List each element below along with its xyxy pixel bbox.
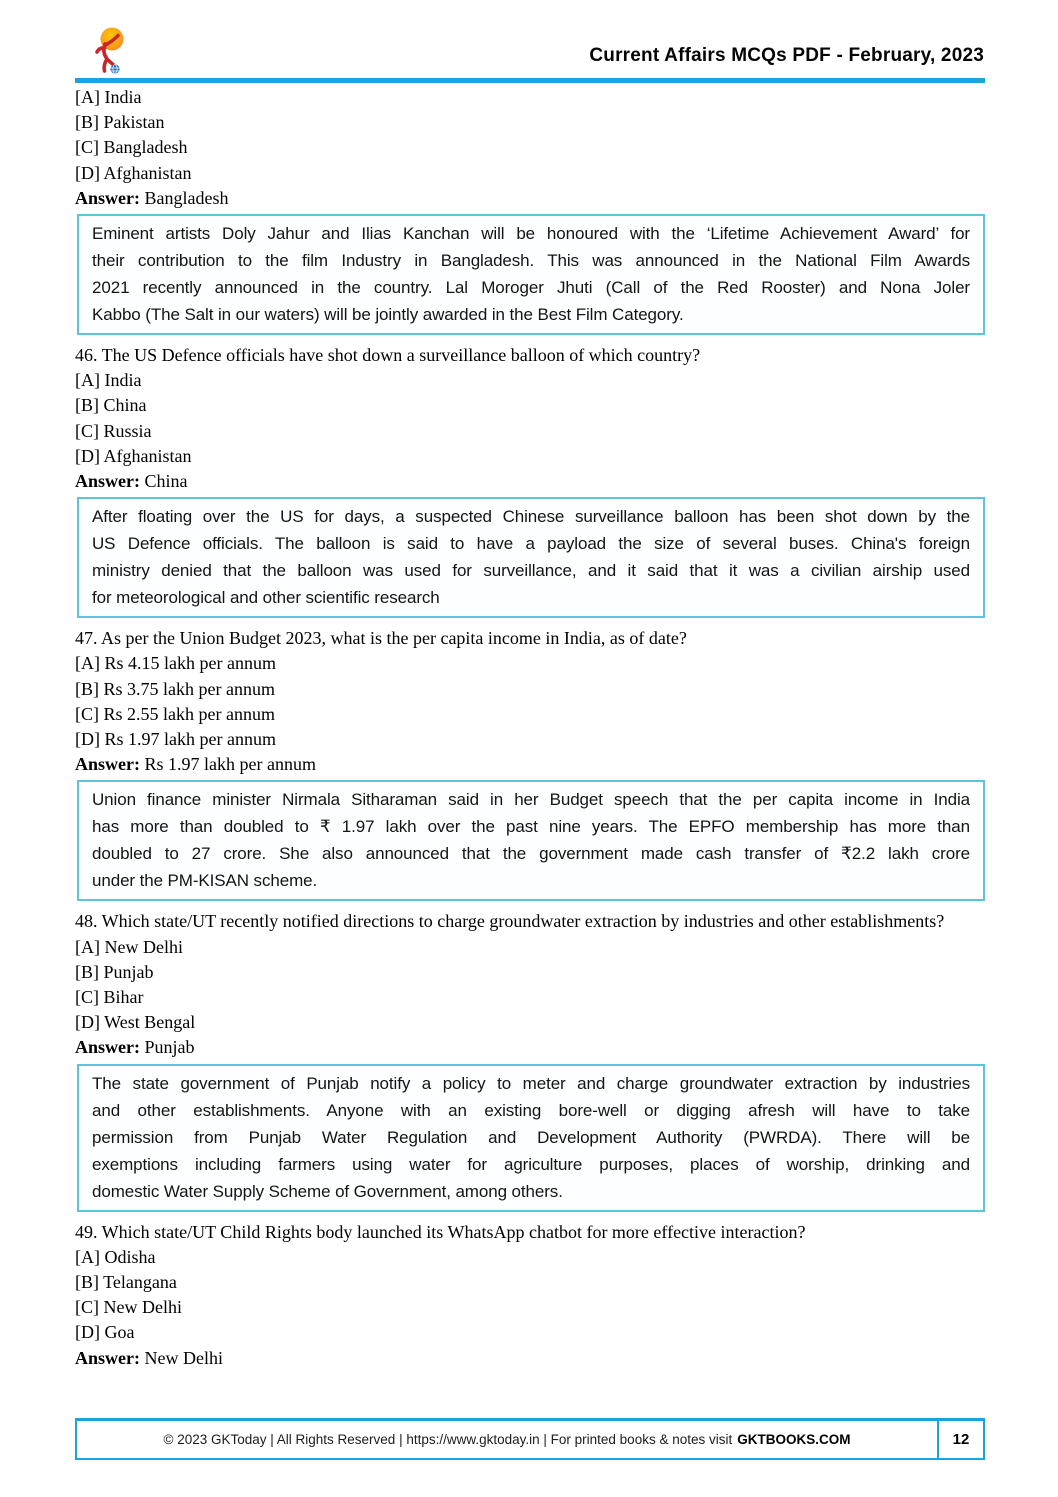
option-c: [C] Russia	[75, 420, 152, 441]
option-b: [B] Pakistan	[75, 112, 165, 133]
explanation-line: under the PM-KISAN scheme.	[92, 871, 318, 891]
answer-line	[75, 1346, 985, 1371]
explanation-box	[77, 780, 985, 901]
option-b: [B] China	[75, 395, 147, 416]
option-c: [C] Bihar	[75, 987, 144, 1008]
explanation-line: The state government of Punjab notify a policy to meter and charge groundwater extraction by industries	[92, 1073, 970, 1093]
explanation-box	[77, 497, 985, 618]
question-block-45	[75, 85, 985, 335]
page-header	[75, 0, 985, 78]
pdf-page-content	[75, 0, 985, 1371]
option-b: [B] Telangana	[75, 1272, 177, 1293]
document-title: Current Affairs MCQs PDF - February, 2023	[589, 45, 984, 66]
explanation-box	[77, 1064, 985, 1212]
answer-label: Answer:	[75, 471, 140, 492]
answer-label: Answer:	[75, 754, 140, 775]
option-b: [B] Rs 3.75 lakh per annum	[75, 678, 275, 699]
explanation-line: ministry denied that the balloon was used for surveillance, and it said that it was a civilian airship used	[92, 561, 970, 581]
footer-brand: GKTBOOKS.COM	[737, 1432, 851, 1447]
explanation-line: Union finance minister Nirmala Sitharaman said in her Budget speech that the per capita income in India	[92, 790, 970, 810]
answer-value: Rs 1.97 lakh per annum	[144, 754, 316, 775]
explanation-line: permission from Punjab Water Regulation and Development Authority (PWRDA). There will be	[92, 1127, 970, 1147]
option-a: [A] India	[75, 87, 142, 107]
answer-line	[75, 1035, 985, 1060]
answer-label: Answer:	[75, 1347, 140, 1368]
explanation-line: has more than doubled to ₹ 1.97 lakh over the past nine years. The EPFO membership has more than	[92, 817, 970, 837]
option-d: [D] Afghanistan	[75, 445, 192, 466]
footer-copyright	[77, 1421, 939, 1458]
explanation-line: domestic Water Supply Scheme of Government, among others.	[92, 1181, 563, 1201]
option-d: [D] Goa	[75, 1322, 135, 1343]
gktoday-logo-icon	[94, 26, 126, 76]
answer-value: China	[144, 471, 188, 492]
option-c: [C] Bangladesh	[75, 137, 188, 158]
answer-value: Punjab	[144, 1037, 195, 1058]
question-text: 47. As per the Union Budget 2023, what is the per capita income in India, as of date?	[75, 628, 687, 649]
option-b: [B] Punjab	[75, 961, 154, 982]
question-block-48	[75, 909, 985, 1211]
answer-line	[75, 186, 985, 211]
option-c: [C] New Delhi	[75, 1297, 182, 1318]
question-text: 48. Which state/UT recently notified directions to charge groundwater extraction by industries and other establishments?	[75, 911, 945, 932]
option-d: [D] Afghanistan	[75, 162, 192, 183]
answer-line	[75, 469, 985, 494]
question-text: 46. The US Defence officials have shot down a surveillance balloon of which country?	[75, 345, 701, 366]
explanation-line: After floating over the US for days, a suspected Chinese surveillance balloon has been shot down by the	[92, 507, 970, 527]
option-d: [D] Rs 1.97 lakh per annum	[75, 729, 276, 750]
explanation-line: Eminent artists Doly Jahur and Ilias Kanchan will be honoured with the ‘Lifetime Achievement Award’ for	[92, 224, 970, 244]
page-footer	[75, 1418, 985, 1460]
question-block-47	[75, 626, 985, 901]
explanation-box	[77, 214, 985, 335]
option-a: [A] Odisha	[75, 1246, 156, 1267]
option-c: [C] Rs 2.55 lakh per annum	[75, 703, 275, 724]
explanation-line: for meteorological and other scientific research	[92, 588, 440, 608]
answer-label: Answer:	[75, 187, 140, 208]
explanation-line: doubled to 27 crore. She also announced that the government made cash transfer of ₹2.2 lakh crore	[92, 844, 970, 864]
question-block-49	[75, 1220, 985, 1371]
explanation-line: and other establishments. Anyone with an existing bore-well or digging afresh will have to take	[92, 1100, 970, 1120]
explanation-line: exemptions including farmers using water for agriculture purposes, places of worship, drinking and	[92, 1154, 970, 1174]
answer-value: New Delhi	[144, 1347, 223, 1368]
question-text: 49. Which state/UT Child Rights body launched its WhatsApp chatbot for more effective interaction?	[75, 1221, 806, 1242]
option-a: [A] Rs 4.15 lakh per annum	[75, 653, 276, 674]
question-block-46	[75, 343, 985, 618]
header-divider	[75, 78, 985, 83]
footer-text: © 2023 GKToday | All Rights Reserved | https://www.gktoday.in | For printed books & notes visit	[163, 1432, 733, 1447]
option-a: [A] India	[75, 370, 142, 391]
answer-line	[75, 752, 985, 777]
explanation-line: US Defence officials. The balloon is said to have a payload the size of several buses. China's foreign	[92, 534, 970, 554]
answer-value: Bangladesh	[144, 187, 229, 208]
answer-label: Answer:	[75, 1037, 140, 1058]
explanation-line: 2021 recently announced in the country. Lal Moroger Jhuti (Call of the Red Rooster) and Nona Joler	[92, 278, 970, 298]
option-a: [A] New Delhi	[75, 936, 183, 957]
explanation-line: their contribution to the film Industry in Bangladesh. This was announced in the National Film Awards	[92, 251, 970, 271]
page-number: 12	[952, 1431, 970, 1448]
explanation-line: Kabbo (The Salt in our waters) will be jointly awarded in the Best Film Category.	[92, 305, 684, 325]
option-d: [D] West Bengal	[75, 1012, 196, 1033]
